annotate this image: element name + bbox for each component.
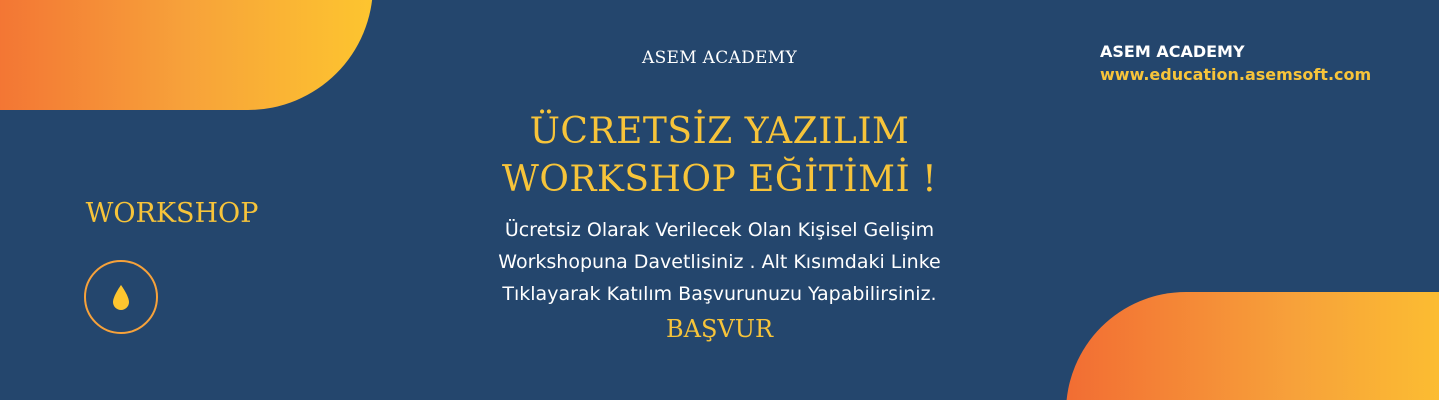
description-line-3: Tıklayarak Katılım Başvurunuzu Yapabilirsiniz. [502, 283, 937, 305]
apply-link[interactable]: BAŞVUR [665, 315, 774, 343]
headline [0, 108, 1439, 204]
brand-name-center: ASEM ACADEMY [642, 48, 797, 68]
headline-line-2: WORKSHOP EĞİTİMİ ! [501, 159, 938, 200]
description-line-1: Ücretsiz Olarak Verilecek Olan Kişisel Gelişim [504, 219, 935, 241]
water-drop-icon [111, 284, 131, 312]
workshop-label: WORKSHOP [85, 198, 259, 229]
drop-badge [84, 260, 158, 334]
description-line-2: Workshopuna Davetlisiniz . Alt Kısımdaki Linke [498, 251, 941, 273]
headline-line-1: ÜCRETSİZ YAZILIM [529, 111, 910, 152]
brand-block-right [1100, 40, 1371, 86]
website-link[interactable]: www.education.asemsoft.com [1100, 65, 1372, 84]
brand-name-right: ASEM ACADEMY [1100, 42, 1245, 61]
